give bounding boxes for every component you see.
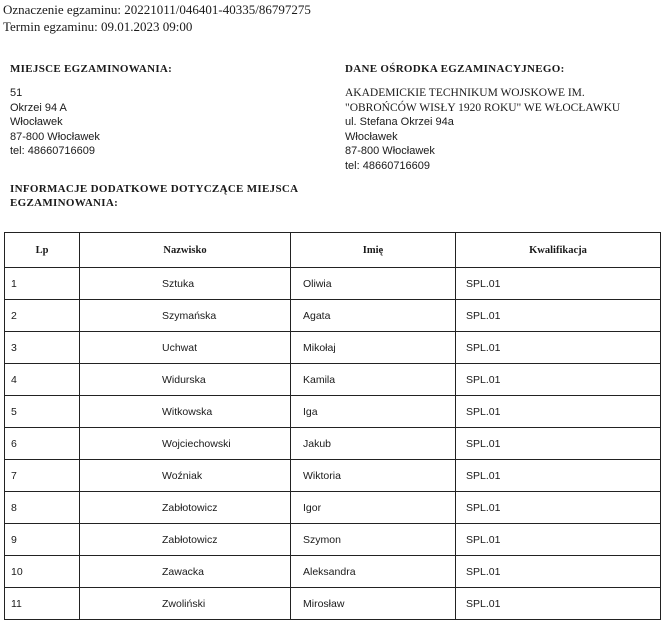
address-line: 51 bbox=[10, 87, 23, 99]
table-row bbox=[5, 492, 661, 524]
address-line: Włocławek bbox=[10, 116, 63, 128]
cell-qualification: SPL.01 bbox=[456, 588, 661, 620]
cell-lp: 3 bbox=[5, 332, 80, 364]
table-row bbox=[5, 524, 661, 556]
column-header-first-name: Imię bbox=[291, 233, 456, 268]
table-row bbox=[5, 588, 661, 620]
cell-first-name: Jakub bbox=[291, 428, 456, 460]
address-line: Okrzei 94 A bbox=[10, 101, 67, 114]
cell-lp: 6 bbox=[5, 428, 80, 460]
exam-place-title: MIEJSCE EGZAMINOWANIA: bbox=[10, 63, 173, 75]
exam-center-title: DANE OŚRODKA EGZAMINACYJNEGO: bbox=[345, 63, 565, 75]
exam-center-address bbox=[345, 86, 620, 173]
cell-qualification: SPL.01 bbox=[456, 492, 661, 524]
cell-surname: Witkowska bbox=[80, 396, 291, 428]
cell-qualification: SPL.01 bbox=[456, 332, 661, 364]
exam-place-address bbox=[10, 86, 100, 159]
cell-lp: 10 bbox=[5, 556, 80, 588]
address-line: tel: 48660716609 bbox=[345, 159, 431, 172]
cell-surname: Zabłotowicz bbox=[80, 524, 291, 556]
cell-first-name: Oliwia bbox=[291, 268, 456, 300]
cell-surname: Zawacka bbox=[80, 556, 291, 588]
table-row bbox=[5, 364, 661, 396]
address-line: "OBROŃCÓW WISŁY 1920 ROKU" WE WŁOCŁAWKU bbox=[345, 101, 621, 114]
cell-qualification: SPL.01 bbox=[456, 300, 661, 332]
address-line: 87-800 Włocławek bbox=[10, 130, 100, 143]
address-line: ul. Stefana Okrzei 94a bbox=[345, 116, 454, 128]
table-row bbox=[5, 268, 661, 300]
column-header-lp: Lp bbox=[5, 233, 80, 268]
table-row bbox=[5, 300, 661, 332]
cell-surname: Widurska bbox=[80, 364, 291, 396]
cell-surname: Woźniak bbox=[80, 460, 291, 492]
cell-lp: 4 bbox=[5, 364, 80, 396]
address-line: AKADEMICKIE TECHNIKUM WOJSKOWE IM. bbox=[345, 87, 585, 99]
cell-first-name: Wiktoria bbox=[291, 460, 456, 492]
additional-info-title: INFORMACJE DODATKOWE DOTYCZĄCE MIEJSCA EGZAMINOWANIA: bbox=[10, 183, 298, 209]
cell-qualification: SPL.01 bbox=[456, 556, 661, 588]
exam-code-line: Oznaczenie egzaminu: 20221011/046401-40335/86797275 bbox=[3, 2, 311, 17]
address-line: tel: 48660716609 bbox=[10, 145, 96, 157]
cell-first-name: Szymon bbox=[291, 524, 456, 556]
cell-first-name: Mirosław bbox=[291, 588, 456, 620]
cell-qualification: SPL.01 bbox=[456, 524, 661, 556]
cell-surname: Zwoliński bbox=[80, 588, 291, 620]
candidates-table bbox=[4, 232, 661, 620]
exam-date-line: Termin egzaminu: 09.01.2023 09:00 bbox=[3, 19, 193, 34]
cell-surname: Wojciechowski bbox=[80, 428, 291, 460]
cell-lp: 11 bbox=[5, 588, 80, 620]
cell-surname: Uchwat bbox=[80, 332, 291, 364]
address-line: Włocławek bbox=[345, 130, 398, 143]
cell-first-name: Igor bbox=[291, 492, 456, 524]
cell-first-name: Aleksandra bbox=[291, 556, 456, 588]
cell-lp: 7 bbox=[5, 460, 80, 492]
cell-qualification: SPL.01 bbox=[456, 460, 661, 492]
table-row bbox=[5, 428, 661, 460]
cell-surname: Zabłotowicz bbox=[80, 492, 291, 524]
cell-lp: 2 bbox=[5, 300, 80, 332]
cell-qualification: SPL.01 bbox=[456, 268, 661, 300]
cell-surname: Sztuka bbox=[80, 268, 291, 300]
cell-first-name: Mikołaj bbox=[291, 332, 456, 364]
cell-qualification: SPL.01 bbox=[456, 428, 661, 460]
cell-first-name: Agata bbox=[291, 300, 456, 332]
cell-lp: 8 bbox=[5, 492, 80, 524]
table-row bbox=[5, 460, 661, 492]
table-row bbox=[5, 556, 661, 588]
table-header-row bbox=[5, 233, 661, 268]
table-row bbox=[5, 332, 661, 364]
cell-lp: 9 bbox=[5, 524, 80, 556]
cell-qualification: SPL.01 bbox=[456, 364, 661, 396]
table-row bbox=[5, 396, 661, 428]
column-header-qualification: Kwalifikacja bbox=[456, 233, 661, 268]
column-header-surname: Nazwisko bbox=[80, 233, 291, 268]
cell-first-name: Iga bbox=[291, 396, 456, 428]
cell-qualification: SPL.01 bbox=[456, 396, 661, 428]
cell-lp: 1 bbox=[5, 268, 80, 300]
cell-lp: 5 bbox=[5, 396, 80, 428]
cell-surname: Szymańska bbox=[80, 300, 291, 332]
cell-first-name: Kamila bbox=[291, 364, 456, 396]
address-line: 87-800 Włocławek bbox=[345, 145, 435, 157]
